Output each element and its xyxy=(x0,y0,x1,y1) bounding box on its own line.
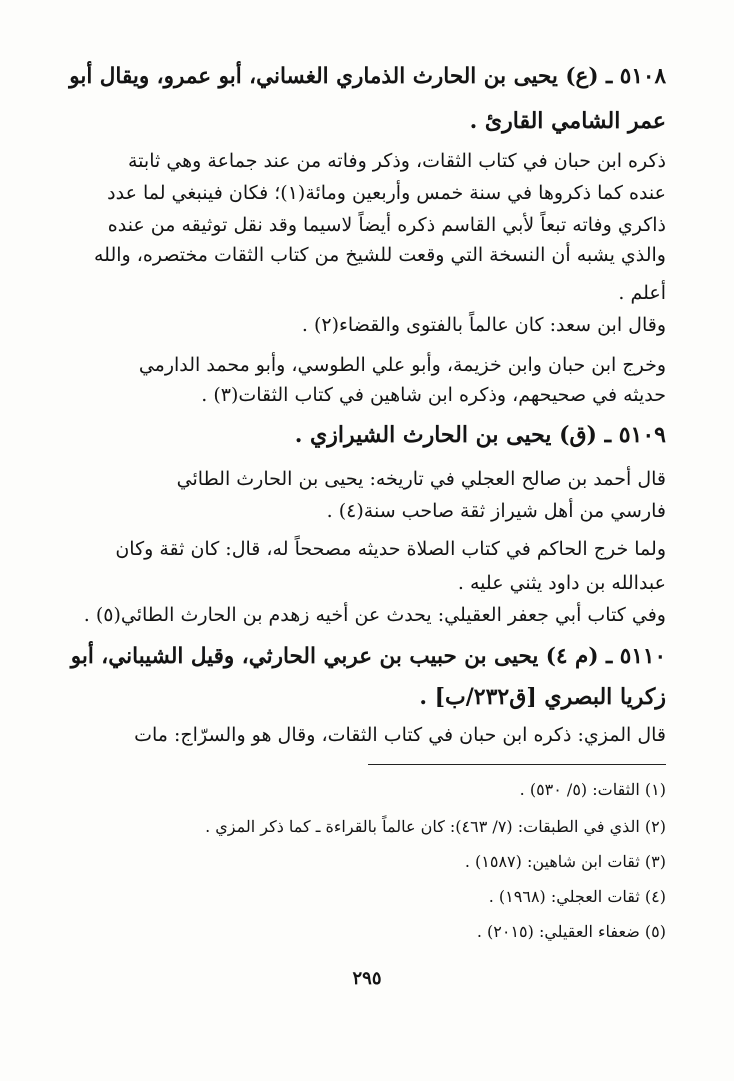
body-line: أعلم . xyxy=(618,282,666,304)
body-line: وخرج ابن حبان وابن خزيمة، وأبو علي الطوسي، وأبو محمد الدارمي xyxy=(138,354,666,376)
footnote-2: (٢) الذي في الطبقات: (٧/ ٤٦٣): كان عالماً بالقراءة ـ كما ذكر المزي . xyxy=(205,817,666,836)
body-line: ولما خرج الحاكم في كتاب الصلاة حديثه مصححاً له، قال: كان ثقة وكان xyxy=(115,538,666,560)
body-line: ذكره ابن حبان في كتاب الثقات، وذكر وفاته من عند جماعة وهي ثابتة xyxy=(128,150,666,172)
body-line: قال المزي: ذكره ابن حبان في كتاب الثقات، وقال هو والسرّاج: مات xyxy=(134,724,666,746)
body-line: عبدالله بن داود يثني عليه . xyxy=(457,572,666,594)
entry-5110-heading-line1: ٥١١٠ ـ (م ٤) يحيى بن حبيب بن عربي الحارثي، وقيل الشيباني، أبو xyxy=(70,644,666,669)
body-line: ذاكري وفاته تبعاً لأبي القاسم ذكره أيضاً لاسيما وقد نقل توثيقه من عنده xyxy=(107,214,666,236)
entry-5108-heading-line1: ٥١٠٨ ـ (ع) يحيى بن الحارث الذماري الغساني، أبو عمرو، ويقال أبو xyxy=(69,64,666,89)
page-number: ٢٩٥ xyxy=(352,968,382,989)
body-line: فارسي من أهل شيراز ثقة صاحب سنة(٤) . xyxy=(326,500,666,522)
footnote-separator xyxy=(368,764,666,765)
footnote-3: (٣) ثقات ابن شاهين: (١٥٨٧) . xyxy=(464,852,666,871)
footnote-4: (٤) ثقات العجلي: (١٩٦٨) . xyxy=(488,887,666,906)
footnote-1: (١) الثقات: (٥/ ٥٣٠) . xyxy=(519,780,666,799)
entry-5108-heading-line2: عمر الشامي القارئ . xyxy=(469,108,666,134)
footnote-5: (٥) ضعفاء العقيلي: (٢٠١٥) . xyxy=(476,922,666,941)
entry-5109-heading: ٥١٠٩ ـ (ق) يحيى بن الحارث الشيرازي . xyxy=(294,422,666,448)
body-line: قال أحمد بن صالح العجلي في تاريخه: يحيى بن الحارث الطائي xyxy=(176,468,666,490)
entry-5110-heading-line2: زكريا البصري [ق٢٣٢/ب] . xyxy=(419,684,666,710)
body-line: عنده كما ذكروها في سنة خمس وأربعين ومائة(١)؛ فكان فينبغي لما عدد xyxy=(107,182,666,204)
body-line: وفي كتاب أبي جعفر العقيلي: يحدث عن أخيه زهدم بن الحارث الطائي(٥) . xyxy=(83,604,666,626)
body-line: حديثه في صحيحهم، وذكره ابن شاهين في كتاب الثقات(٣) . xyxy=(201,384,666,406)
body-line: والذي يشبه أن النسخة التي وقعت للشيخ من كتاب الثقات مختصره، والله xyxy=(94,244,666,266)
body-line: وقال ابن سعد: كان عالماً بالفتوى والقضاء(٢) . xyxy=(301,314,666,336)
